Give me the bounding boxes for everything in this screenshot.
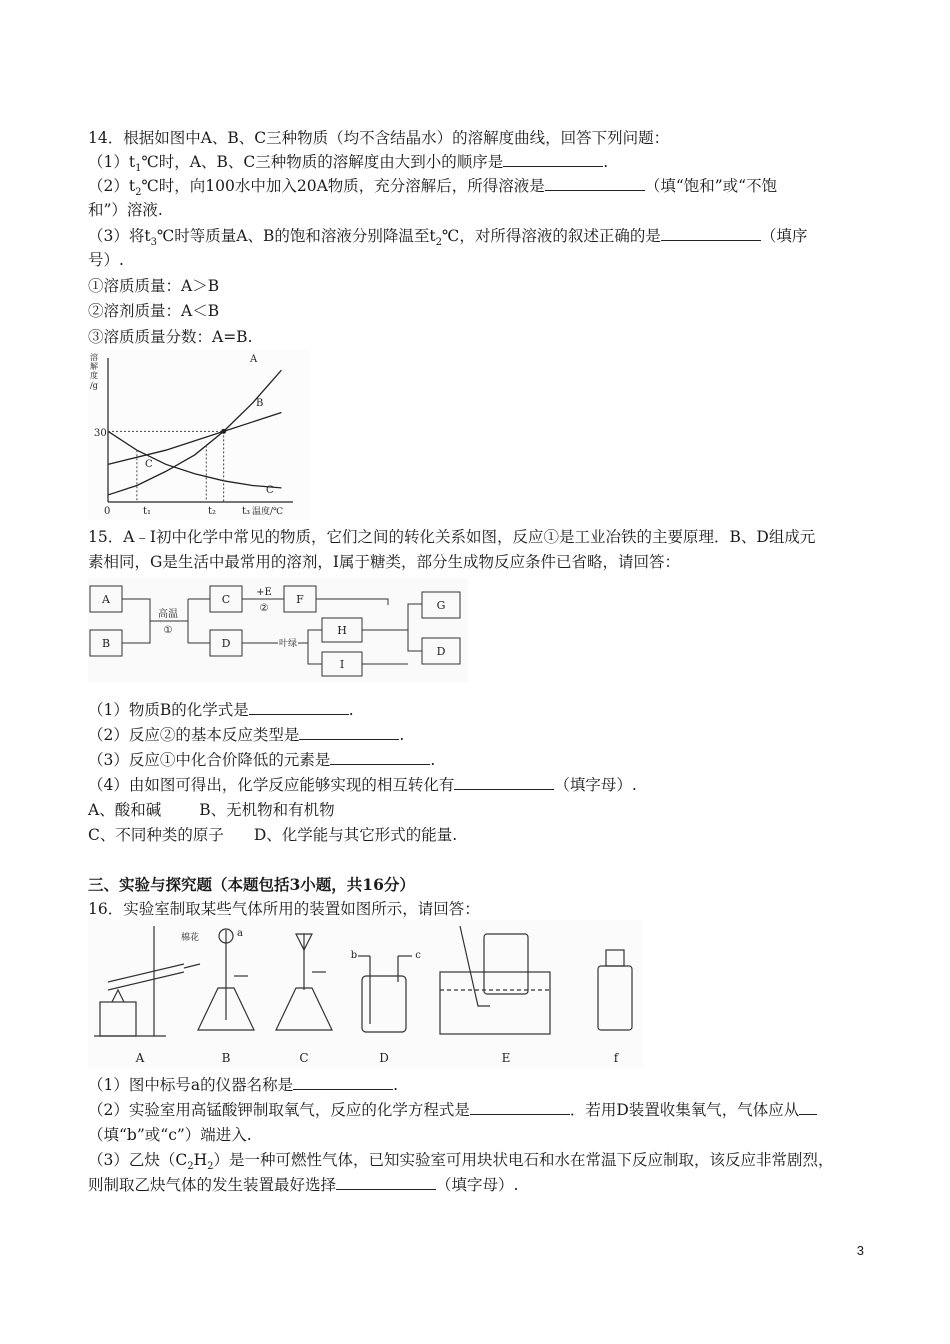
apparatus-label: f xyxy=(613,1051,619,1065)
box-label: B xyxy=(101,637,111,650)
q16-part2: （2）实验室用高锰酸钾制取氧气，反应的化学方程式是 ．若用D装置收集氧气，气体应从 xyxy=(88,1099,817,1121)
arrow-label: 叶绿 xyxy=(278,639,298,649)
q15-part1: （1）物质B的化学式是 . xyxy=(88,701,354,719)
q15-part3: （3）反应①中化合价降低的元素是 . xyxy=(88,751,436,769)
answer-blank[interactable] xyxy=(545,176,645,191)
q14-part2-cont: 和”）溶液. xyxy=(88,201,163,219)
series-label-a: A xyxy=(250,354,258,365)
box-label: D xyxy=(436,645,446,658)
intersection-point xyxy=(221,429,226,434)
arrow-label: ① xyxy=(163,625,173,636)
q16-part2-cont: （填“b”或“c”）端进入. xyxy=(88,1126,252,1144)
series-label-c: C xyxy=(266,485,274,496)
box-label: I xyxy=(339,658,345,671)
q14-stem: 14．根据如图中A、B、C三种物质（均不含结晶水）的溶解度曲线，回答下列问题： xyxy=(88,129,670,147)
conversion-flow-diagram xyxy=(88,578,468,682)
answer-blank[interactable] xyxy=(470,1100,570,1115)
y-axis-label-char: 溶 xyxy=(90,353,98,362)
x-tick-label: 0 xyxy=(104,506,111,517)
q15-stem-line2: 素相同，G是生活中最常用的溶剂，I属于糖类，部分生成物反应条件已省略，请回答： xyxy=(88,553,681,571)
arrow-label: +E xyxy=(256,587,272,598)
box-label: F xyxy=(296,593,304,606)
q16-part3: （3）乙炔$(C_2H_2)$是一种可燃性气体，已知实验室可用块状电石和水在常温下反应制取，该反应非常剧烈， xyxy=(88,1151,834,1173)
box-label: H xyxy=(337,624,347,637)
series-label-b: B xyxy=(256,398,264,409)
section-title: 三、实验与探究题（本题包括3小题，共16分） xyxy=(88,875,415,894)
box-label: A xyxy=(102,593,110,606)
x-tick-label: t₃ xyxy=(242,506,251,517)
answer-blank[interactable] xyxy=(330,750,430,765)
answer-blank[interactable] xyxy=(293,1075,393,1090)
y-axis-label-char: /g xyxy=(90,381,98,390)
label-c: c xyxy=(415,950,421,961)
q14-option-3: ③溶质质量分数：A=B. xyxy=(88,328,253,346)
q14-part3: （3）将$t_3℃$时等质量A、B的饱和溶液分别降温至$t_2℃$，对所得溶液的叙述正确的是 （填序 xyxy=(88,227,808,249)
q14-option-2: ②溶剂质量：A＜B xyxy=(88,302,220,320)
page-number: 3 xyxy=(856,1243,864,1258)
q15-options-cd: C、不同种类的原子 D、化学能与其它形式的能量. xyxy=(88,826,458,844)
label-b: b xyxy=(350,950,358,961)
label-a: a xyxy=(237,928,243,939)
apparatus-label: B xyxy=(221,1051,231,1065)
box-label: D xyxy=(221,637,231,650)
x-tick-label: t₂ xyxy=(208,506,217,517)
arrow-label: ② xyxy=(259,603,269,614)
q15-part4: （4）由如图可得出，化学反应能够实现的相互转化有 （填字母）. xyxy=(88,776,637,794)
q14-part2: $(2)t_2℃$时，向100水中加入20A物质，充分溶解后，所得溶液是 （填“饱和”或“不饱 xyxy=(88,177,778,199)
apparatus-label: E xyxy=(501,1051,511,1065)
apparatus-label: C xyxy=(299,1051,309,1065)
arrow-label: 高温 xyxy=(158,609,178,620)
y-tick-label: 30 xyxy=(94,428,107,439)
box-label: G xyxy=(436,599,446,612)
apparatus-label: D xyxy=(379,1051,389,1065)
box-label: C xyxy=(221,593,231,606)
answer-blank[interactable] xyxy=(661,226,761,241)
q16-part1: （1）图中标号a的仪器名称是 . xyxy=(88,1076,399,1094)
q15-stem-line1: 15．A﹣I初中化学中常见的物质，它们之间的转化关系如图，反应①是工业冶铁的主要原理．B、D组成元 xyxy=(88,528,816,546)
answer-blank[interactable] xyxy=(799,1100,817,1115)
apparatus-label: A xyxy=(135,1051,145,1065)
curve-annotation: C xyxy=(145,459,153,470)
lab-apparatus-figure xyxy=(88,920,643,1068)
q14-option-1: ①溶质质量：A＞B xyxy=(88,277,220,295)
cotton-label: 棉花 xyxy=(180,933,200,943)
q15-options-ab: A、酸和碱 B、无机物和有机物 xyxy=(88,801,335,819)
q14-part1: $(1)t_1℃$时，A、B、C三种物质的溶解度由大到小的顺序是 . xyxy=(88,153,609,175)
answer-blank[interactable] xyxy=(454,775,554,790)
q14-part3-cont: 号）. xyxy=(88,251,124,269)
answer-blank[interactable] xyxy=(249,700,349,715)
y-axis-label-char: 解 xyxy=(90,362,98,371)
solubility-curve-chart xyxy=(88,350,310,520)
q16-part3-cont: 则制取乙炔气体的发生装置最好选择 （填字母）. xyxy=(88,1176,519,1194)
y-axis-label-char: 度 xyxy=(90,371,98,380)
q15-part2: （2）反应②的基本反应类型是 . xyxy=(88,726,405,744)
x-axis-label: 温度/℃ xyxy=(252,507,284,517)
q16-stem: 16．实验室制取某些气体所用的装置如图所示，请回答： xyxy=(88,900,480,918)
answer-blank[interactable] xyxy=(299,725,399,740)
answer-blank[interactable] xyxy=(503,152,603,167)
x-tick-label: t₁ xyxy=(143,506,152,517)
answer-blank[interactable] xyxy=(336,1175,436,1190)
